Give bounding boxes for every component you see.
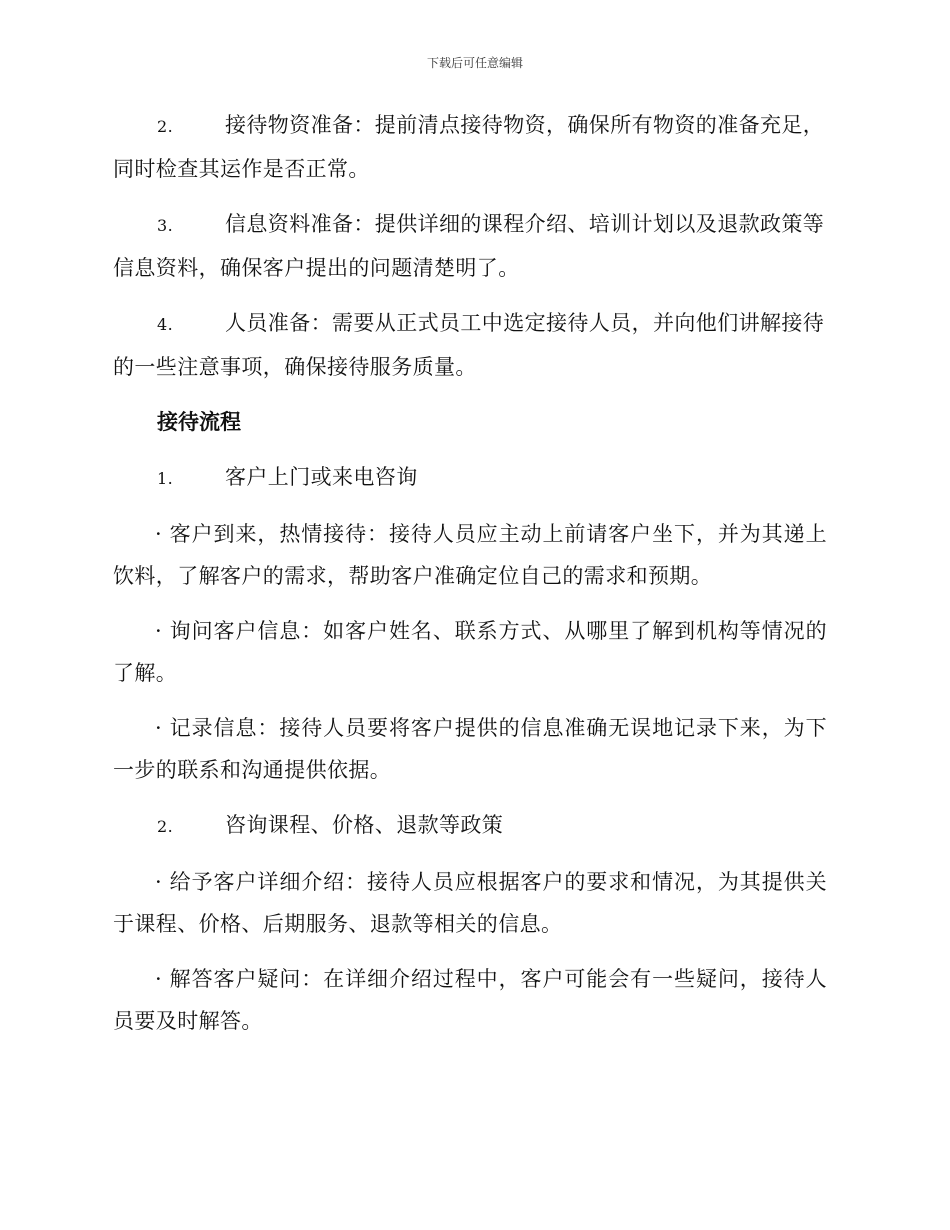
prep-item-4 [113, 302, 827, 388]
prep-item-continuation: 信息资料，确保客户提出的问题清楚明了。 [113, 256, 520, 280]
list-number: 2. [157, 117, 174, 136]
prep-item-2 [113, 104, 827, 190]
prep-item-first-line [113, 203, 827, 247]
list-number: 3. [157, 216, 174, 235]
bullet-paragraph: · 解答客户疑问：在详细介绍过程中，客户可能会有一些疑问，接待人员要及时解答。 [113, 967, 827, 1033]
prep-item-continuation: 的一些注意事项，确保接待服务质量。 [113, 355, 477, 379]
bullet-paragraph: · 询问客户信息：如客户姓名、联系方式、从哪里了解到机构等情况的了解。 [113, 619, 827, 685]
list-number: 2. [157, 817, 174, 836]
list-number: 4. [157, 315, 174, 334]
prep-item-3 [113, 203, 827, 289]
prep-item-text: 信息资料准备：提供详细的课程介绍、培训计划以及退款政策等 [225, 212, 825, 236]
prep-item-first-line [113, 302, 827, 346]
prep-item-text: 人员准备：需要从正式员工中选定接待人员，并向他们讲解接待 [225, 311, 825, 335]
process-step-line [113, 804, 827, 848]
process-step-title: 客户上门或来电咨询 [225, 465, 418, 489]
page-header: 下载后可任意编辑 [426, 56, 523, 70]
prep-item-text: 接待物资准备：提前清点接待物资，确保所有物资的准备充足， [225, 113, 825, 137]
process-step-title: 咨询课程、价格、退款等政策 [225, 813, 504, 837]
section-heading: 接待流程 [157, 410, 241, 434]
bullet-paragraph: · 给予客户详细介绍：接待人员应根据客户的要求和情况，为其提供关于课程、价格、后期服务、退款等相关的信息。 [113, 870, 827, 936]
prep-item-continuation: 同时检查其运作是否正常。 [113, 157, 370, 181]
list-number: 1. [157, 469, 174, 488]
process-step-line [113, 456, 827, 500]
document-body [113, 104, 827, 1055]
bullet-paragraph: · 记录信息：接待人员要将客户提供的信息准确无误地记录下来，为下一步的联系和沟通提供依据。 [113, 716, 827, 782]
prep-item-first-line [113, 104, 827, 148]
bullet-paragraph: · 客户到来，热情接待：接待人员应主动上前请客户坐下，并为其递上饮料，了解客户的需求，帮助客户准确定位自己的需求和预期。 [113, 522, 827, 588]
process-step-1 [113, 456, 827, 500]
process-step-2 [113, 804, 827, 848]
